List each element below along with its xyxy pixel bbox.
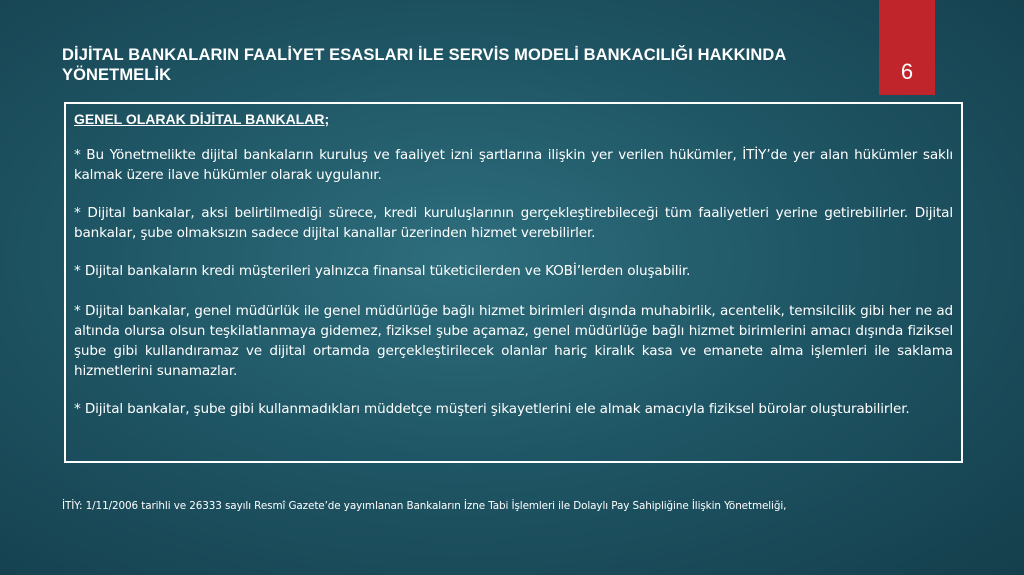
slide-title: DİJİTAL BANKALARIN FAALİYET ESASLARI İLE SERVİS MODELİ BANKACILIĞI HAKKINDA YÖNETMELİK bbox=[62, 46, 786, 84]
page-number-tab bbox=[879, 0, 935, 95]
paragraph-4: * Dijital bankalar, genel müdürlük ile genel müdürlüğe bağlı hizmet birimleri dışında muhabirlik, acentelik, temsilcilik gibi her ne ad altında olursa olsun teşkilatlanmaya gidemez, fiziksel şube açamaz, genel müdürlüğe bağlı hizmet birimlerini amacı dışında fiziksel şube gibi kullandıramaz ve dijital ortamda gerçekleştirilecek olanlar hariç kiralık kasa ve emanete alma işlemleri ile saklama hizmetlerini sunamazlar. bbox=[74, 303, 953, 379]
page-number: 6 bbox=[900, 59, 914, 84]
footnote: İTİY: 1/11/2006 tarihli ve 26333 sayılı Resmî Gazete’de yayımlanan Bankaların İzne Tabi İşlemleri ile Dolaylı Pay Sahipliğine İlişkin Yönetmeliği, bbox=[62, 500, 787, 512]
paragraph-1: * Bu Yönetmelikte dijital bankaların kuruluş ve faaliyet izni şartlarına ilişkin yer verilen hükümler, İTİY’de yer alan hükümler saklı kalmak üzere ilave hükümler olarak uygulanır. bbox=[74, 147, 953, 183]
paragraph-5: * Dijital bankalar, şube gibi kullanmadıkları müddetçe müşteri şikayetlerini ele almak amacıyla fiziksel bürolar oluşturabilirler. bbox=[74, 401, 910, 417]
paragraph-2: * Dijital bankalar, aksi belirtilmediği sürece, kredi kuruluşlarının gerçekleştirebileceği tüm faaliyetleri yerine getirebilirler. Dijital bankalar, şube olmaksızın sadece dijital kanallar üzerinden hizmet verebilirler. bbox=[74, 205, 953, 241]
paragraph-3: * Dijital bankaların kredi müşterileri yalnızca finansal tüketicilerden ve KOBİ’lerden oluşabilir. bbox=[74, 263, 691, 279]
content-box bbox=[64, 102, 963, 463]
section-heading: GENEL OLARAK DİJİTAL BANKALAR; bbox=[74, 111, 330, 127]
